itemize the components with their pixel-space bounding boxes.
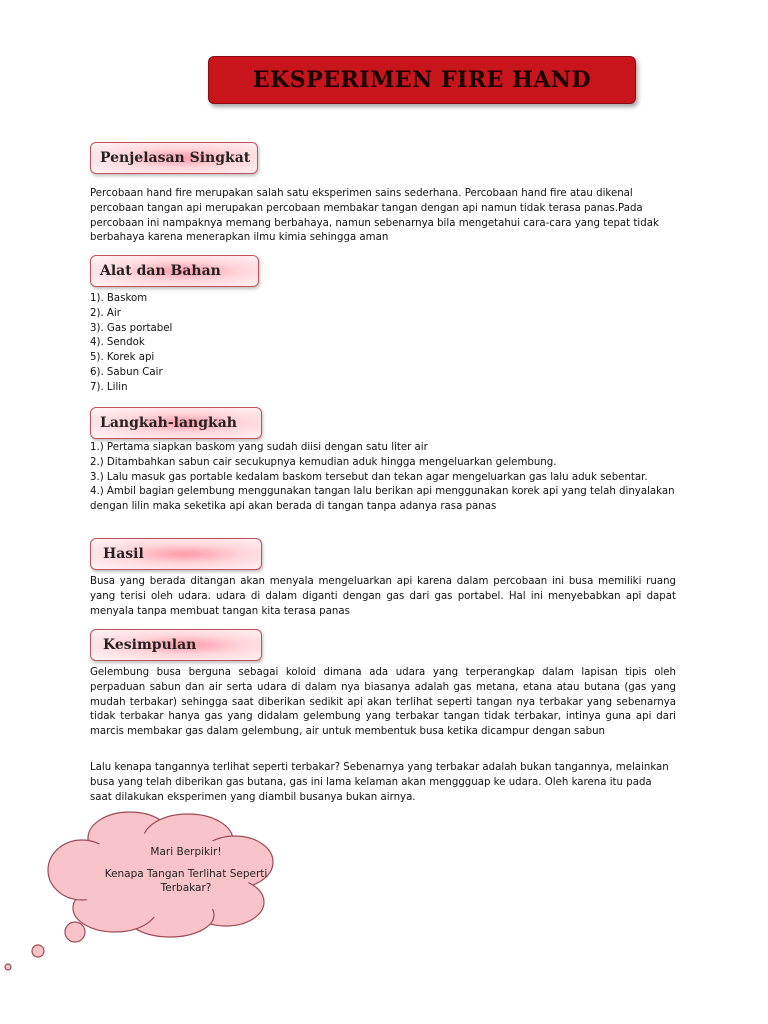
alat-list <box>90 292 172 396</box>
kesimpulan-text-2: Lalu kenapa tangannya terlihat seperti terbakar? Sebenarnya yang terbakar adalah bukan tangannya, melainkan busa yang telah diberikan gas butana, gas ini lama kelaman akan menggguap ke udara. Oleh karena itu pada saat dilakukan eksperimen yang diambil busanya bukan airnya. <box>90 762 669 803</box>
thought-bubble-text <box>96 845 276 903</box>
heading-hasil: Hasil <box>90 538 262 570</box>
kesimpulan-text-1: Gelembung busa berguna sebagai koloid dimana ada udara yang terperangkap dalam lapisan tipis oleh perpaduan sabun dan air serta udara di dalam nya biasanya adalah gas metana, etana atau butana (gas yang mudah terbakar) sehingga saat diberikan sedikit api akan terlihat seperti tangan nya terbakar yang sebenarnya tidak terbakar hanya gas yang didalam gelembung yang terbakar tangan tidak terbakar, intinya guna api dari marcis membakar gas dalam gelembung, air untuk membentuk busa ketika dicampur dengan sabun <box>90 667 676 738</box>
bubble-dot-large <box>65 922 85 942</box>
bubble-dot-medium <box>32 945 44 957</box>
list-item: 4). Sendok <box>90 337 145 349</box>
list-item: 7). Lilin <box>90 381 128 393</box>
thought-bubble-line-1: Mari Berpikir! <box>150 846 222 858</box>
list-item: 2). Air <box>90 307 121 319</box>
list-item: 3). Gas portabel <box>90 322 173 334</box>
heading-penjelasan-singkat: Penjelasan Singkat <box>90 142 258 174</box>
bubble-dot-small <box>5 964 11 970</box>
penjelasan-text: Percobaan hand fire merupakan salah satu eksperimen sains sederhana. Percobaan hand fire atau dikenal percobaan tangan api merupakan percobaan membakar tangan dengan api namun tidak terasa panas.Pada percobaan ini nampaknya memang berbahaya, namun sebenarnya bila mengetahui cara-cara yang tepat tidak berbahaya karena menerapkan ilmu kimia sehingga aman <box>90 188 659 244</box>
langkah-list <box>90 441 676 515</box>
document-title: EKSPERIMEN FIRE HAND <box>252 67 592 93</box>
list-item: 2.) Ditambahkan sabun cair secukupnya kemudian aduk hingga mengeluarkan gelembung. <box>90 456 557 468</box>
list-item: 6). Sabun Cair <box>90 366 163 378</box>
list-item: 5). Korek api <box>90 352 155 364</box>
heading-langkah-langkah: Langkah-langkah <box>90 407 262 439</box>
list-item: 1.) Pertama siapkan baskom yang sudah diisi dengan satu liter air <box>90 442 428 453</box>
list-item: 4.) Ambil bagian gelembung menggunakan tangan lalu berikan api menggunakan korek api yang telah dinyalakan dengan lilin maka seketika api akan berada di tangan tanpa adanya rasa panas <box>90 486 675 513</box>
document-title-banner <box>208 56 636 104</box>
heading-alat-dan-bahan: Alat dan Bahan <box>90 255 259 287</box>
heading-kesimpulan: Kesimpulan <box>90 629 262 661</box>
list-item: 1). Baskom <box>90 293 148 304</box>
hasil-text: Busa yang berada ditangan akan menyala mengeluarkan api karena dalam percobaan ini busa memiliki ruang yang terisi oleh udara. udara di dalam diganti dengan gas dari gas portabel. Hal ini menyebabkan api dapat menyala tanpa membuat tangan kita terasa panas <box>90 576 676 617</box>
thought-bubble-line-2: Kenapa Tangan Terlihat Seperti Terbakar? <box>104 868 268 894</box>
list-item: 3.) Lalu masuk gas portable kedalam baskom tersebut dan tekan agar mengeluarkan gas lalu aduk sebentar. <box>90 471 648 483</box>
